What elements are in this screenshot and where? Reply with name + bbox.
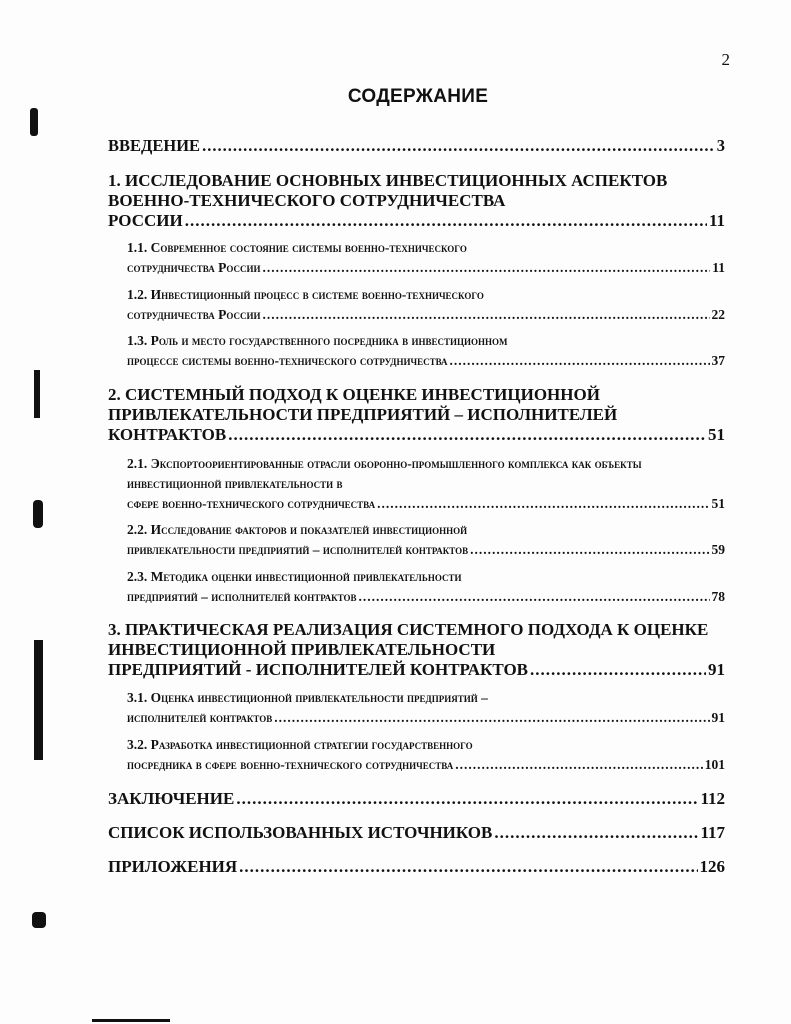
toc-entry-title: сотрудничества России xyxy=(127,307,261,322)
toc-page-number: 51 xyxy=(708,425,725,444)
toc-entry-title: ПРИЛОЖЕНИЯ xyxy=(108,857,238,876)
page-title: СОДЕРЖАНИЕ xyxy=(347,86,489,107)
scan-artifact xyxy=(30,108,38,136)
dot-leader xyxy=(494,823,698,843)
toc-entry-title-lead: 3.2. Разработка инвестиционной стратегии государственного xyxy=(127,737,473,752)
toc-entry-chapter-3[interactable] xyxy=(108,620,725,680)
toc-page-number: 3 xyxy=(716,136,725,155)
toc-entry-1-3[interactable] xyxy=(127,331,725,371)
toc-entry-title: ВВЕДЕНИЕ xyxy=(108,136,201,155)
toc-entry-introduction[interactable] xyxy=(108,136,725,156)
dot-leader xyxy=(455,755,703,775)
toc-page-number: 112 xyxy=(700,789,725,808)
toc-entry-title: посредника в сфере военно-технического сотрудничества xyxy=(127,757,454,772)
toc-page-number: 78 xyxy=(711,589,725,604)
toc-entry-2-2[interactable] xyxy=(127,520,725,560)
dot-leader xyxy=(236,789,698,809)
toc-page-number: 91 xyxy=(711,710,725,725)
toc-entry-title: исполнителей контрактов xyxy=(127,710,273,725)
toc-entry-title: ПРЕДПРИЯТИЙ - ИСПОЛНИТЕЛЕЙ КОНТРАКТОВ xyxy=(108,660,529,679)
toc-entry-title-lead: 1.1. Современное состояние системы военно-технического xyxy=(127,240,467,255)
toc-entry-title: ЗАКЛЮЧЕНИЕ xyxy=(108,789,235,808)
page-number: 2 xyxy=(721,50,730,69)
toc-entry-title: привлекательности предприятий – исполнителей контрактов xyxy=(127,542,469,557)
dot-leader xyxy=(377,494,709,514)
toc-entry-chapter-1[interactable] xyxy=(108,171,725,231)
toc-page-number: 59 xyxy=(711,542,725,557)
toc-page-number: 126 xyxy=(699,857,725,876)
toc-page-number: 22 xyxy=(711,307,725,322)
scan-artifact xyxy=(34,370,40,418)
toc-page-number: 11 xyxy=(708,211,725,230)
toc-page-number: 91 xyxy=(708,660,725,679)
dot-leader xyxy=(530,660,706,680)
dot-leader xyxy=(262,305,709,325)
toc-entry-title: СПИСОК ИСПОЛЬЗОВАННЫХ ИСТОЧНИКОВ xyxy=(108,823,493,842)
scan-artifact xyxy=(33,500,43,528)
toc-page-number: 37 xyxy=(711,353,725,368)
toc-entry-title-lead: 1.3. Роль и место государственного посредника в инвестиционном xyxy=(127,333,508,348)
toc-entry-1-2[interactable] xyxy=(127,285,725,325)
dot-leader xyxy=(239,857,697,877)
toc-entry-title: сотрудничества России xyxy=(127,260,261,275)
dot-leader xyxy=(450,351,710,371)
scan-artifact xyxy=(32,912,46,928)
toc-entry-title-lead: 2.1. Экспортоориентированные отрасли оборонно-промышленного комплекса как объекты инвестиционной привлекательности в xyxy=(127,456,642,491)
dot-leader xyxy=(262,258,710,278)
toc-entry-1-1[interactable] xyxy=(127,238,725,278)
toc-entry-title: предприятий – исполнителей контрактов xyxy=(127,589,357,604)
toc-page-number: 11 xyxy=(712,260,725,275)
dot-leader xyxy=(359,587,710,607)
toc-entry-title-lead: 3.1. Оценка инвестиционной привлекательности предприятий – xyxy=(127,690,488,705)
toc-entry-references[interactable] xyxy=(108,823,725,843)
toc-entry-2-1[interactable] xyxy=(127,454,725,514)
dot-leader xyxy=(202,136,715,156)
toc-entry-conclusion[interactable] xyxy=(108,789,725,809)
toc-page-number: 117 xyxy=(700,823,725,842)
toc-entry-3-1[interactable] xyxy=(127,688,725,728)
dot-leader xyxy=(228,425,706,445)
toc-entry-title-lead: 3. ПРАКТИЧЕСКАЯ РЕАЛИЗАЦИЯ СИСТЕМНОГО ПОДХОДА К ОЦЕНКЕ ИНВЕСТИЦИОННОЙ ПРИВЛЕКАТЕЛЬНОСТИ xyxy=(108,620,709,659)
toc-entry-title-lead: 2.2. Исследование факторов и показателей инвестиционной xyxy=(127,522,468,537)
dot-leader xyxy=(470,540,709,560)
toc-entry-2-3[interactable] xyxy=(127,567,725,607)
toc-entry-title-lead: 2. СИСТЕМНЫЙ ПОДХОД К ОЦЕНКЕ ИНВЕСТИЦИОННОЙ ПРИВЛЕКАТЕЛЬНОСТИ ПРЕДПРИЯТИЙ – ИСПОЛНИТЕЛЕЙ xyxy=(108,385,618,424)
toc-entry-appendices[interactable] xyxy=(108,857,725,877)
toc-entry-title-lead: 2.3. Методика оценки инвестиционной привлекательности xyxy=(127,569,462,584)
dot-leader xyxy=(185,211,707,231)
toc-entry-title: процессе системы военно-технического сотрудничества xyxy=(127,353,448,368)
dot-leader xyxy=(274,708,709,728)
toc-entry-title: РОССИИ xyxy=(108,211,183,230)
toc-entry-chapter-2[interactable] xyxy=(108,385,725,445)
scan-artifact xyxy=(92,1019,170,1022)
toc-entry-title-lead: 1. ИССЛЕДОВАНИЕ ОСНОВНЫХ ИНВЕСТИЦИОННЫХ АСПЕКТОВ ВОЕННО-ТЕХНИЧЕСКОГО СОТРУДНИЧЕСТВА xyxy=(108,171,668,210)
toc-page-number: 101 xyxy=(704,757,725,772)
toc-entry-3-2[interactable] xyxy=(127,735,725,775)
scan-artifact xyxy=(34,640,43,760)
toc-entry-title: КОНТРАКТОВ xyxy=(108,425,227,444)
toc-page-number: 51 xyxy=(711,496,725,511)
toc-entry-title-lead: 1.2. Инвестиционный процесс в системе военно-технического xyxy=(127,287,484,302)
toc-entry-title: сфере военно-технического сотрудничества xyxy=(127,496,376,511)
